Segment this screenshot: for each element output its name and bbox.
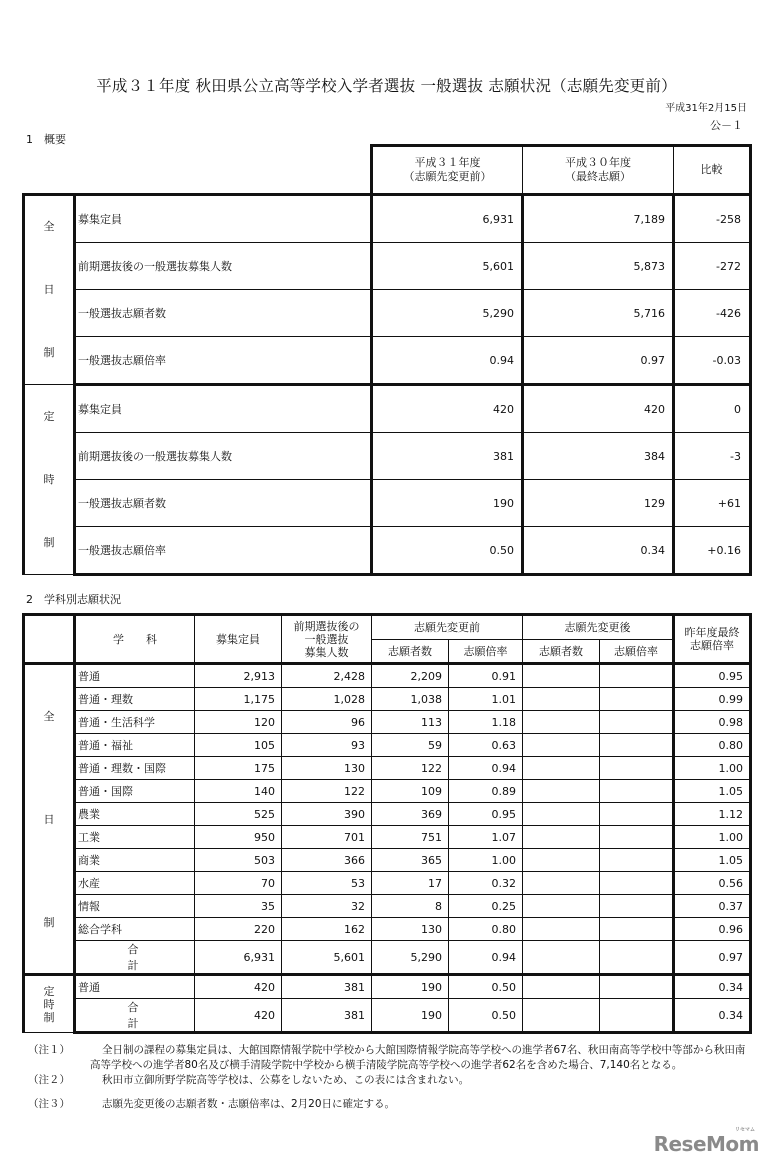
applicants-after [523,757,600,780]
ratio-after [600,941,674,975]
recruit-after-early: 130 [282,757,372,780]
last-year-ratio: 1.12 [674,803,751,826]
applicants-after [523,826,600,849]
header-ratio-after: 志願倍率 [600,640,674,664]
header-before-change: 志願先変更前 [372,615,523,640]
value-diff: -258 [674,195,751,243]
capacity: 120 [195,711,282,734]
header-last-year [674,615,751,664]
recruit-after-early: 32 [282,895,372,918]
subject-name: 工業 [75,826,195,849]
subject-row [24,895,751,918]
last-year-ratio: 0.37 [674,895,751,918]
ratio-before: 0.95 [449,803,523,826]
ratio-before: 0.25 [449,895,523,918]
ratio-before: 0.50 [449,975,523,999]
ratio-before: 0.80 [449,918,523,941]
applicants-after [523,734,600,757]
recruit-after-early: 366 [282,849,372,872]
capacity: 420 [195,975,282,999]
ratio-before: 0.50 [449,999,523,1033]
group-label-chars [25,385,73,574]
ratio-after [600,688,674,711]
capacity: 420 [195,999,282,1033]
applicants-after [523,803,600,826]
last-year-ratio: 0.98 [674,711,751,734]
ratio-before: 1.07 [449,826,523,849]
header-after-early [282,615,372,664]
subject-row [24,872,751,895]
last-year-ratio: 0.34 [674,999,751,1033]
applicants-before: 369 [372,803,449,826]
ratio-before: 1.18 [449,711,523,734]
header-after-change: 志願先変更後 [523,615,674,640]
last-year-ratio: 0.95 [674,664,751,688]
applicants-before: 5,290 [372,941,449,975]
subject-name: 総合学科 [75,918,195,941]
value-h31: 5,601 [372,243,523,290]
ratio-before: 0.91 [449,664,523,688]
applicants-before: 190 [372,999,449,1033]
ratio-before: 1.00 [449,849,523,872]
capacity: 2,913 [195,664,282,688]
recruit-after-early: 2,428 [282,664,372,688]
applicants-before: 17 [372,872,449,895]
applicants-before: 130 [372,918,449,941]
header-applicants-before: 志願者数 [372,640,449,664]
value-h30: 129 [523,480,674,527]
applicants-before: 8 [372,895,449,918]
ratio-after [600,711,674,734]
section-1-heading: 1 概要 [26,133,66,146]
capacity: 1,175 [195,688,282,711]
group-label-fulltime [24,195,75,385]
recruit-after-early: 381 [282,975,372,999]
document-number: 公－１ [710,119,743,132]
ratio-after [600,872,674,895]
recruit-after-early: 53 [282,872,372,895]
last-year-ratio: 0.99 [674,688,751,711]
value-h31: 0.50 [372,527,523,575]
value-h30: 384 [523,433,674,480]
subject-name: 普通・理数 [75,688,195,711]
row-label: 前期選抜後の一般選抜募集人数 [75,243,372,290]
note-2 [28,1073,748,1088]
ratio-before: 0.63 [449,734,523,757]
ratio-after [600,664,674,688]
overview-row [24,337,751,385]
header-capacity: 募集定員 [195,615,282,664]
value-h31: 420 [372,385,523,433]
applicants-after [523,780,600,803]
note-text: 全日制の課程の募集定員は、大館国際情報学院中学校から大館国際情報学院高等学校への進学者67名、秋田南高等学校中等部から秋田南高等学校への進学者80名及び横手清陵学院中学校から横手清陵学院高等学校への進学者62名を含めた場合、7,140名となる。 [90,1044,746,1071]
applicants-after [523,999,600,1033]
value-diff: +0.16 [674,527,751,575]
subject-row [24,664,751,688]
header-line: 前期選抜後の [293,619,360,633]
header-line: 平成３０年度 [565,156,631,169]
value-h30: 5,716 [523,290,674,337]
subject-header-row-1 [24,615,751,640]
header-ratio-before: 志願倍率 [449,640,523,664]
last-year-ratio: 0.56 [674,872,751,895]
overview-row [24,385,751,433]
value-diff: 0 [674,385,751,433]
note-1 [28,1043,748,1073]
subject-name: 商業 [75,849,195,872]
header-line: 平成３１年度 [414,156,481,169]
overview-row [24,527,751,575]
capacity: 35 [195,895,282,918]
row-label: 一般選抜志願倍率 [75,337,372,385]
group-label-chars [25,976,73,1032]
row-label: 募集定員 [75,195,372,243]
capacity: 6,931 [195,941,282,975]
applicants-before: 113 [372,711,449,734]
recruit-after-early: 162 [282,918,372,941]
notes [28,1043,748,1112]
overview-row [24,195,751,243]
subject-row [24,918,751,941]
group-char: 制 [43,345,55,359]
ratio-after [600,757,674,780]
value-h31: 190 [372,480,523,527]
note-tag: （注２） [28,1074,70,1086]
last-year-ratio: 1.05 [674,780,751,803]
header-line: 志願倍率 [690,639,734,652]
applicants-after [523,941,600,975]
recruit-after-early: 96 [282,711,372,734]
resemom-watermark-logo [653,1127,759,1156]
group-char: 日 [43,812,55,826]
recruit-after-early: 122 [282,780,372,803]
recruit-after-early: 701 [282,826,372,849]
ratio-after [600,803,674,826]
group-label-fulltime [24,664,75,975]
applicants-after [523,975,600,999]
header-line: （最終志願） [565,170,631,183]
value-h30: 7,189 [523,195,674,243]
applicants-before: 122 [372,757,449,780]
capacity: 105 [195,734,282,757]
document-date: 平成31年2月15日 [665,103,747,114]
value-h30: 0.97 [523,337,674,385]
value-diff: -272 [674,243,751,290]
recruit-after-early: 5,601 [282,941,372,975]
row-label: 前期選抜後の一般選抜募集人数 [75,433,372,480]
group-char: 時 [43,472,55,486]
ratio-before: 0.32 [449,872,523,895]
header-blank [24,615,75,664]
ratio-after [600,849,674,872]
by-subject-table [22,613,752,1034]
value-h30: 420 [523,385,674,433]
row-label: 一般選抜志願者数 [75,480,372,527]
overview-row [24,243,751,290]
group-char: 時 [43,997,55,1011]
header-line: 一般選抜 [304,632,349,646]
recruit-after-early: 390 [282,803,372,826]
value-diff: -426 [674,290,751,337]
applicants-after [523,918,600,941]
applicants-after [523,711,600,734]
group-label-chars [25,665,73,973]
last-year-ratio: 1.00 [674,826,751,849]
last-year-ratio: 0.96 [674,918,751,941]
subject-row [24,826,751,849]
overview-header-diff: 比較 [674,146,751,195]
subject-name: 普通・国際 [75,780,195,803]
capacity: 503 [195,849,282,872]
row-label: 募集定員 [75,385,372,433]
subject-name: 普通・福祉 [75,734,195,757]
header-line: （志願先変更前） [403,170,492,183]
applicants-before: 190 [372,975,449,999]
note-tag: （注３） [28,1098,70,1110]
applicants-after [523,872,600,895]
applicants-after [523,895,600,918]
subject-name: 合計 [75,941,195,975]
subject-row [24,780,751,803]
note-3 [28,1097,748,1112]
watermark-text: ReseMom [653,1132,759,1156]
applicants-before: 751 [372,826,449,849]
group-char: 制 [43,535,55,549]
subject-row [24,711,751,734]
capacity: 140 [195,780,282,803]
ratio-before: 0.94 [449,757,523,780]
ratio-before: 0.94 [449,941,523,975]
applicants-before: 2,209 [372,664,449,688]
section-2-heading: 2 学科別志願状況 [26,593,121,606]
group-char: 定 [43,409,55,423]
recruit-after-early: 93 [282,734,372,757]
row-label: 一般選抜志願倍率 [75,527,372,575]
watermark-sub: リセマム [735,1127,755,1133]
ratio-before: 1.01 [449,688,523,711]
applicants-before: 1,038 [372,688,449,711]
group-label-chars [25,196,73,384]
subject-row [24,734,751,757]
document-title: 平成３１年度 秋田県公立高等学校入学者選抜 一般選抜 志願状況（志願先変更前） [96,77,677,95]
applicants-after [523,664,600,688]
value-h30: 5,873 [523,243,674,290]
subject-name: 水産 [75,872,195,895]
overview-row [24,433,751,480]
group-label-parttime [24,975,75,1033]
capacity: 175 [195,757,282,780]
group-char: 制 [43,1010,55,1024]
group-label-parttime [24,385,75,575]
subject-name: 普通・生活科学 [75,711,195,734]
value-h31: 381 [372,433,523,480]
subject-name: 農業 [75,803,195,826]
ratio-after [600,780,674,803]
subject-row [24,803,751,826]
last-year-ratio: 1.05 [674,849,751,872]
note-text: 志願先変更後の志願者数・志願倍率は、2月20日に確定する。 [102,1098,396,1110]
value-h31: 6,931 [372,195,523,243]
subject-name: 普通・理数・国際 [75,757,195,780]
overview-row [24,480,751,527]
value-h31: 5,290 [372,290,523,337]
subject-row [24,849,751,872]
ratio-before: 0.89 [449,780,523,803]
group-char: 制 [43,915,55,929]
subject-row [24,688,751,711]
overview-header-h31 [372,146,523,195]
subject-name: 普通 [75,975,195,999]
ratio-after [600,895,674,918]
group-char: 全 [43,710,55,724]
applicants-before: 59 [372,734,449,757]
last-year-ratio: 0.34 [674,975,751,999]
header-applicants-after: 志願者数 [523,640,600,664]
subject-row [24,757,751,780]
value-diff: -3 [674,433,751,480]
applicants-after [523,688,600,711]
group-char: 日 [43,282,55,296]
overview-row [24,290,751,337]
subject-row [24,975,751,999]
capacity: 950 [195,826,282,849]
last-year-ratio: 1.00 [674,757,751,780]
applicants-before: 109 [372,780,449,803]
ratio-after [600,918,674,941]
value-diff: -0.03 [674,337,751,385]
ratio-after [600,734,674,757]
row-label: 一般選抜志願者数 [75,290,372,337]
last-year-ratio: 0.80 [674,734,751,757]
overview-header-h30 [523,146,674,195]
note-text: 秋田市立御所野学院高等学校は、公募をしないため、この表には含まれない。 [102,1074,470,1086]
applicants-before: 365 [372,849,449,872]
header-line: 昨年度最終 [684,626,740,639]
subject-name: 普通 [75,664,195,688]
subject-name: 合計 [75,999,195,1033]
header-subject: 学 科 [75,615,195,664]
recruit-after-early: 381 [282,999,372,1033]
group-char: 定 [43,984,55,998]
recruit-after-early: 1,028 [282,688,372,711]
value-h30: 0.34 [523,527,674,575]
total-row [24,941,751,975]
last-year-ratio: 0.97 [674,941,751,975]
overview-header-blank [24,146,372,195]
group-char: 全 [43,220,55,234]
value-diff: +61 [674,480,751,527]
ratio-after [600,999,674,1033]
value-h31: 0.94 [372,337,523,385]
ratio-after [600,826,674,849]
applicants-after [523,849,600,872]
capacity: 220 [195,918,282,941]
note-tag: （注１） [28,1044,70,1056]
header-line: 募集人数 [304,645,349,659]
overview-header-row [24,146,751,195]
capacity: 525 [195,803,282,826]
total-row [24,999,751,1033]
overview-table [22,144,752,576]
capacity: 70 [195,872,282,895]
subject-name: 情報 [75,895,195,918]
ratio-after [600,975,674,999]
